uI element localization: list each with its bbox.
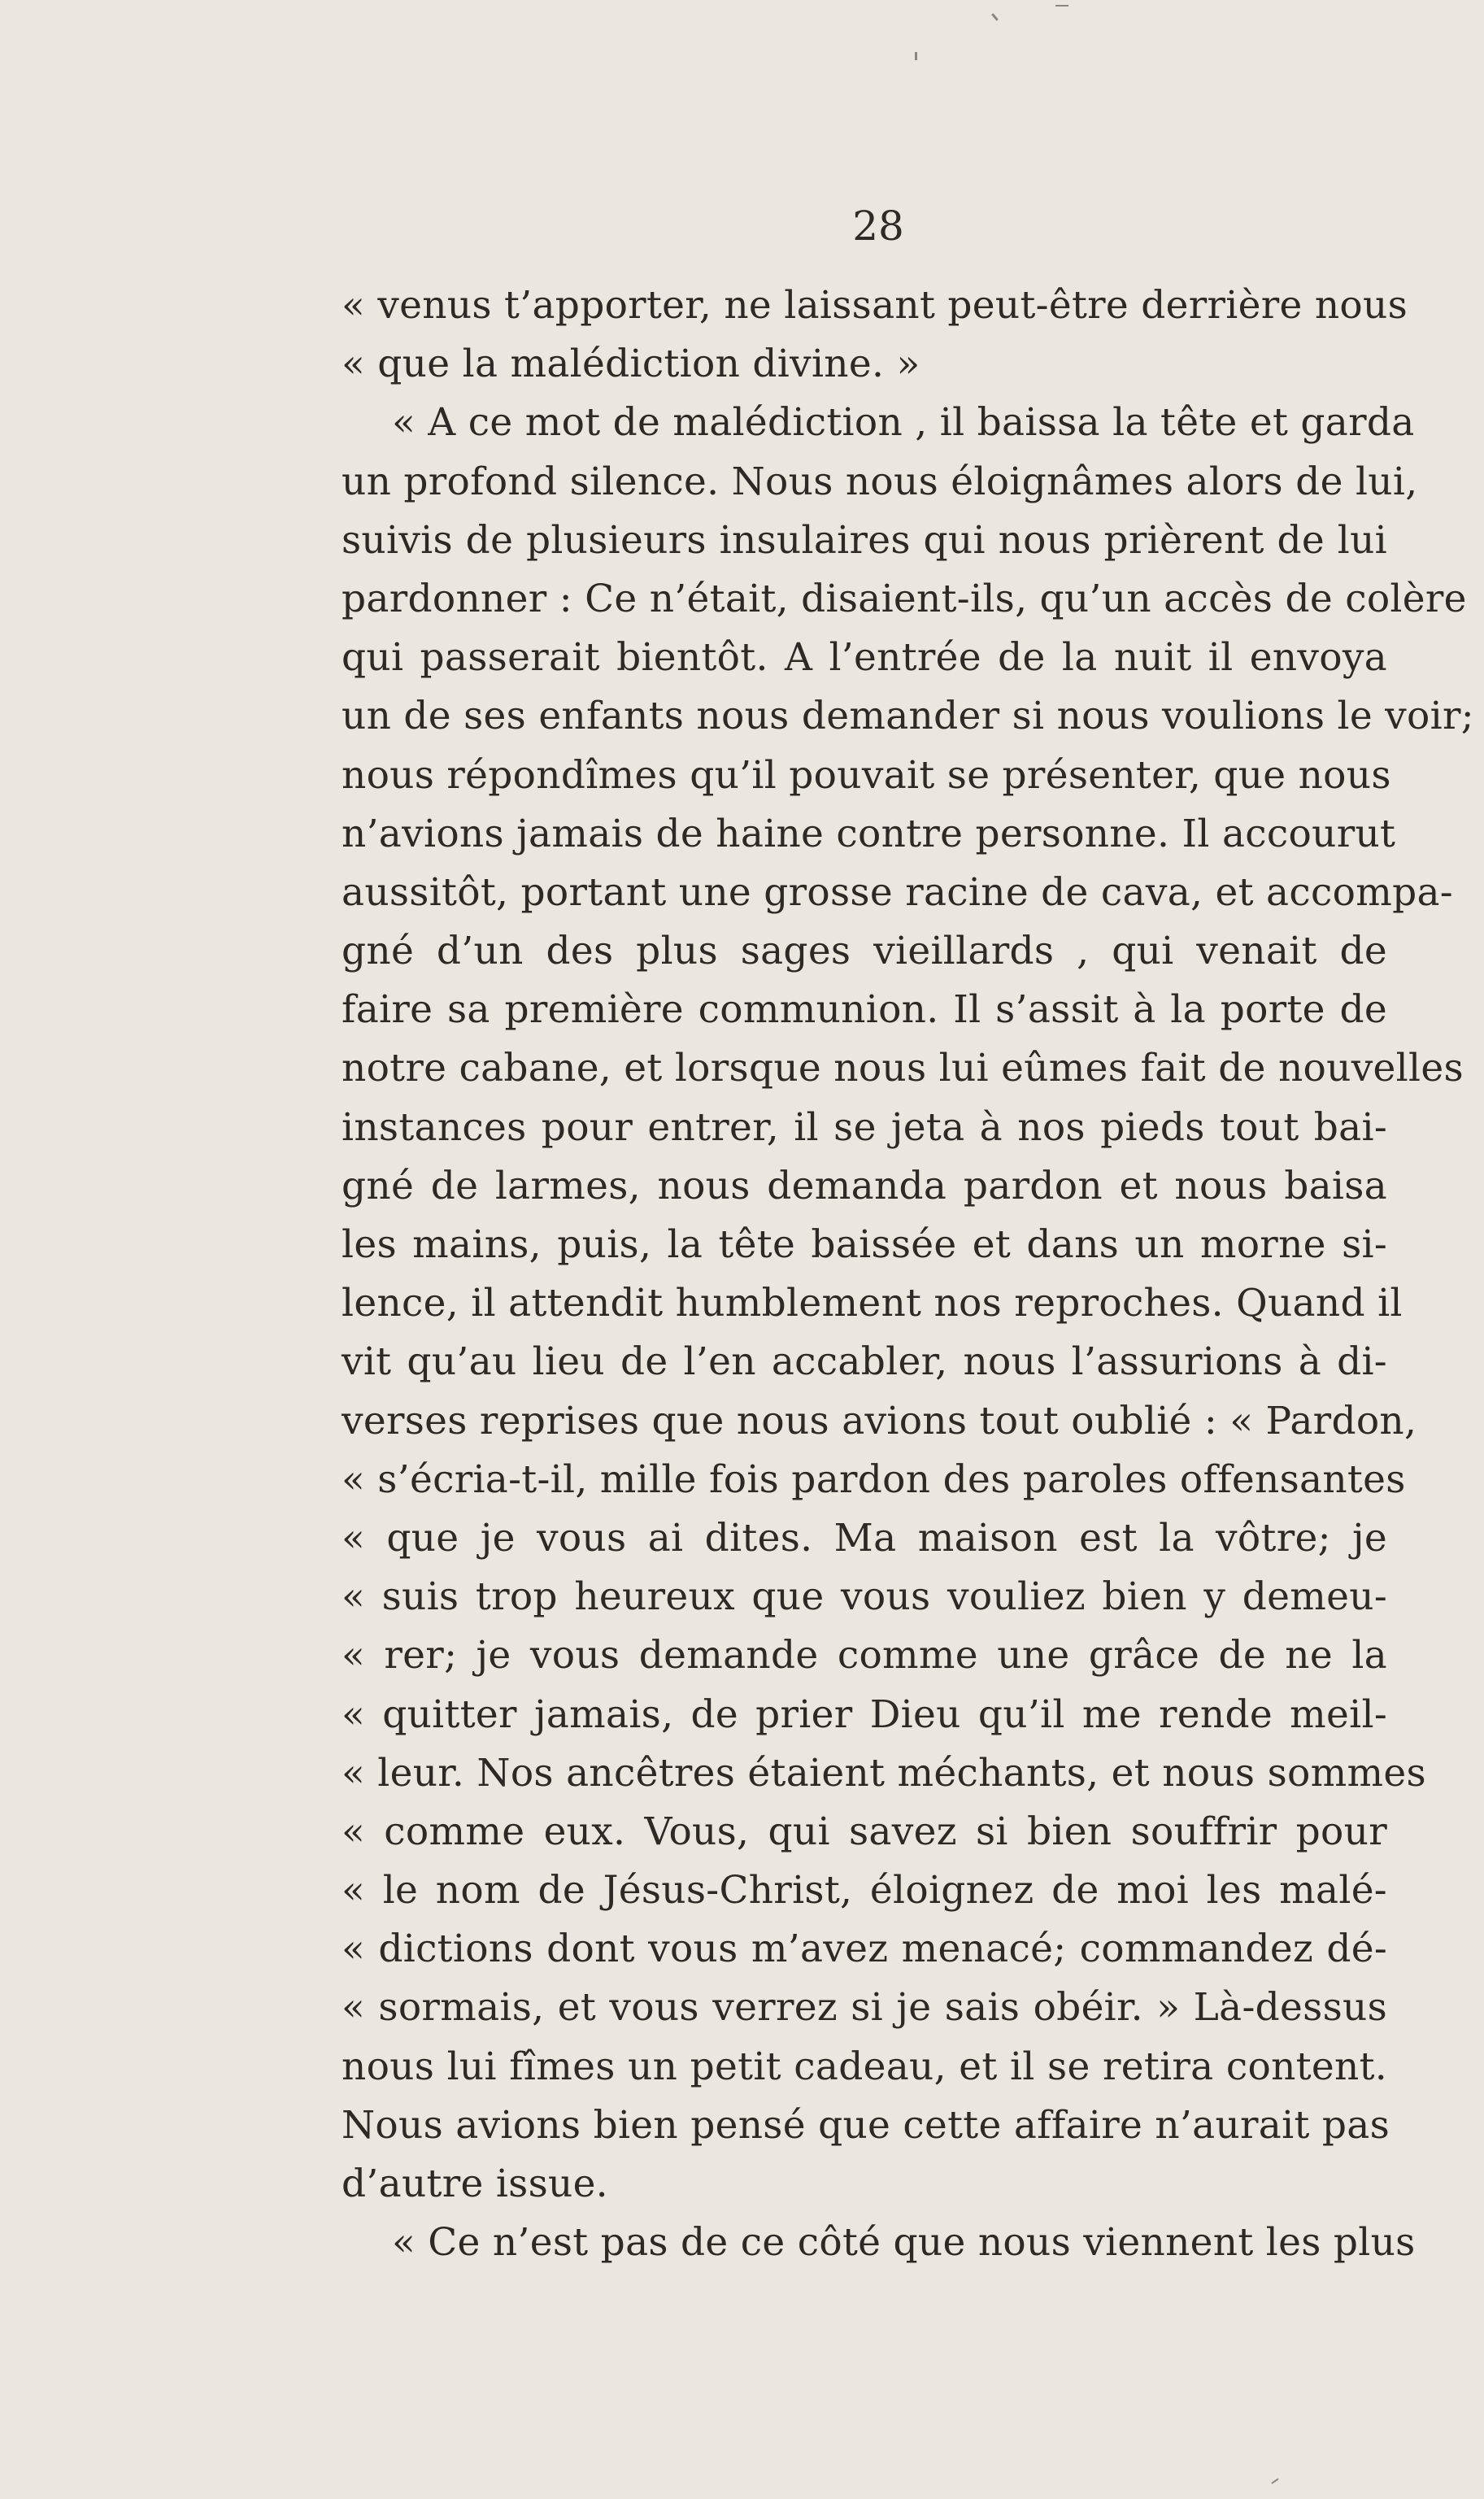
text-line: « suis trop heureux que vous vouliez bien y demeu- bbox=[342, 1574, 1387, 1620]
text-line: « que je vous ai dites. Ma maison est la vôtre; je bbox=[342, 1515, 1387, 1561]
text-line: « s’écria-t-il, mille fois pardon des paroles offensantes bbox=[342, 1456, 1406, 1502]
text-line: « quitter jamais, de prier Dieu qu’il me rende meil- bbox=[342, 1691, 1387, 1737]
paper-speck bbox=[991, 13, 999, 21]
text-line: gné d’un des plus sages vieillards , qui venait de bbox=[342, 929, 1387, 974]
text-line: nous lui fîmes un petit cadeau, et il se retira content. bbox=[342, 2044, 1387, 2089]
text-line: un de ses enfants nous demander si nous voulions le voir; bbox=[342, 694, 1474, 739]
text-line: instances pour entrer, il se jeta à nos pieds tout bai- bbox=[342, 1104, 1387, 1150]
text-line: « rer; je vous demande comme une grâce de ne la bbox=[342, 1633, 1387, 1678]
paper-speck bbox=[1271, 2478, 1278, 2484]
text-line: n’avions jamais de haine contre personne. Il accourut bbox=[342, 811, 1396, 856]
text-line: gné de larmes, nous demanda pardon et nous baisa bbox=[342, 1163, 1387, 1208]
text-line: « Ce n’est pas de ce côté que nous viennent les plus bbox=[392, 2220, 1416, 2266]
text-line: verses reprises que nous avions tout oublié : « Pardon, bbox=[342, 1398, 1417, 1443]
text-line: « dictions dont vous m’avez menacé; commandez dé- bbox=[342, 1926, 1387, 1972]
text-line: « comme eux. Vous, qui savez si bien souffrir pour bbox=[342, 1809, 1387, 1854]
text-line: Nous avions bien pensé que cette affaire n’aurait pas bbox=[342, 2102, 1390, 2148]
text-line: « leur. Nos ancêtres étaient méchants, et nous sommes bbox=[342, 1750, 1426, 1796]
text-line: d’autre issue. bbox=[342, 2162, 608, 2206]
body-text bbox=[342, 276, 1474, 2272]
text-line: vit qu’au lieu de l’en accabler, nous l’assurions à di- bbox=[342, 1339, 1387, 1385]
text-line: lence, il attendit humblement nos reproches. Quand il bbox=[342, 1281, 1403, 1326]
paper-speck bbox=[1055, 5, 1068, 7]
text-line: notre cabane, et lorsque nous lui eûmes fait de nouvelles bbox=[342, 1046, 1464, 1091]
text-line: « le nom de Jésus-Christ, éloignez de moi les malé- bbox=[342, 1868, 1387, 1913]
text-line: les mains, puis, la tête baissée et dans un morne si- bbox=[342, 1222, 1387, 1267]
text-line: « sormais, et vous verrez si je sais obéir. » Là-dessus bbox=[342, 1985, 1387, 2031]
paper-speck bbox=[915, 52, 917, 60]
text-line: nous répondîmes qu’il pouvait se présenter, que nous bbox=[342, 752, 1391, 798]
text-line: faire sa première communion. Il s’assit à la porte de bbox=[342, 987, 1387, 1033]
text-line: « que la malédiction divine. » bbox=[342, 342, 920, 387]
text-line: aussitôt, portant une grosse racine de cava, et accompa- bbox=[342, 869, 1453, 915]
text-line: suivis de plusieurs insulaires qui nous prièrent de lui bbox=[342, 517, 1387, 563]
text-line: pardonner : Ce n’était, disaient-ils, qu’un accès de colère bbox=[342, 576, 1467, 621]
text-line: un profond silence. Nous nous éloignâmes alors de lui, bbox=[342, 459, 1418, 504]
text-line: « venus t’apporter, ne laissant peut-être derrière nous bbox=[342, 283, 1408, 328]
text-line: « A ce mot de malédiction , il baissa la tête et garda bbox=[392, 400, 1415, 446]
text-line: qui passerait bientôt. A l’entrée de la nuit il envoya bbox=[342, 635, 1387, 681]
page-number: 28 bbox=[852, 202, 904, 250]
